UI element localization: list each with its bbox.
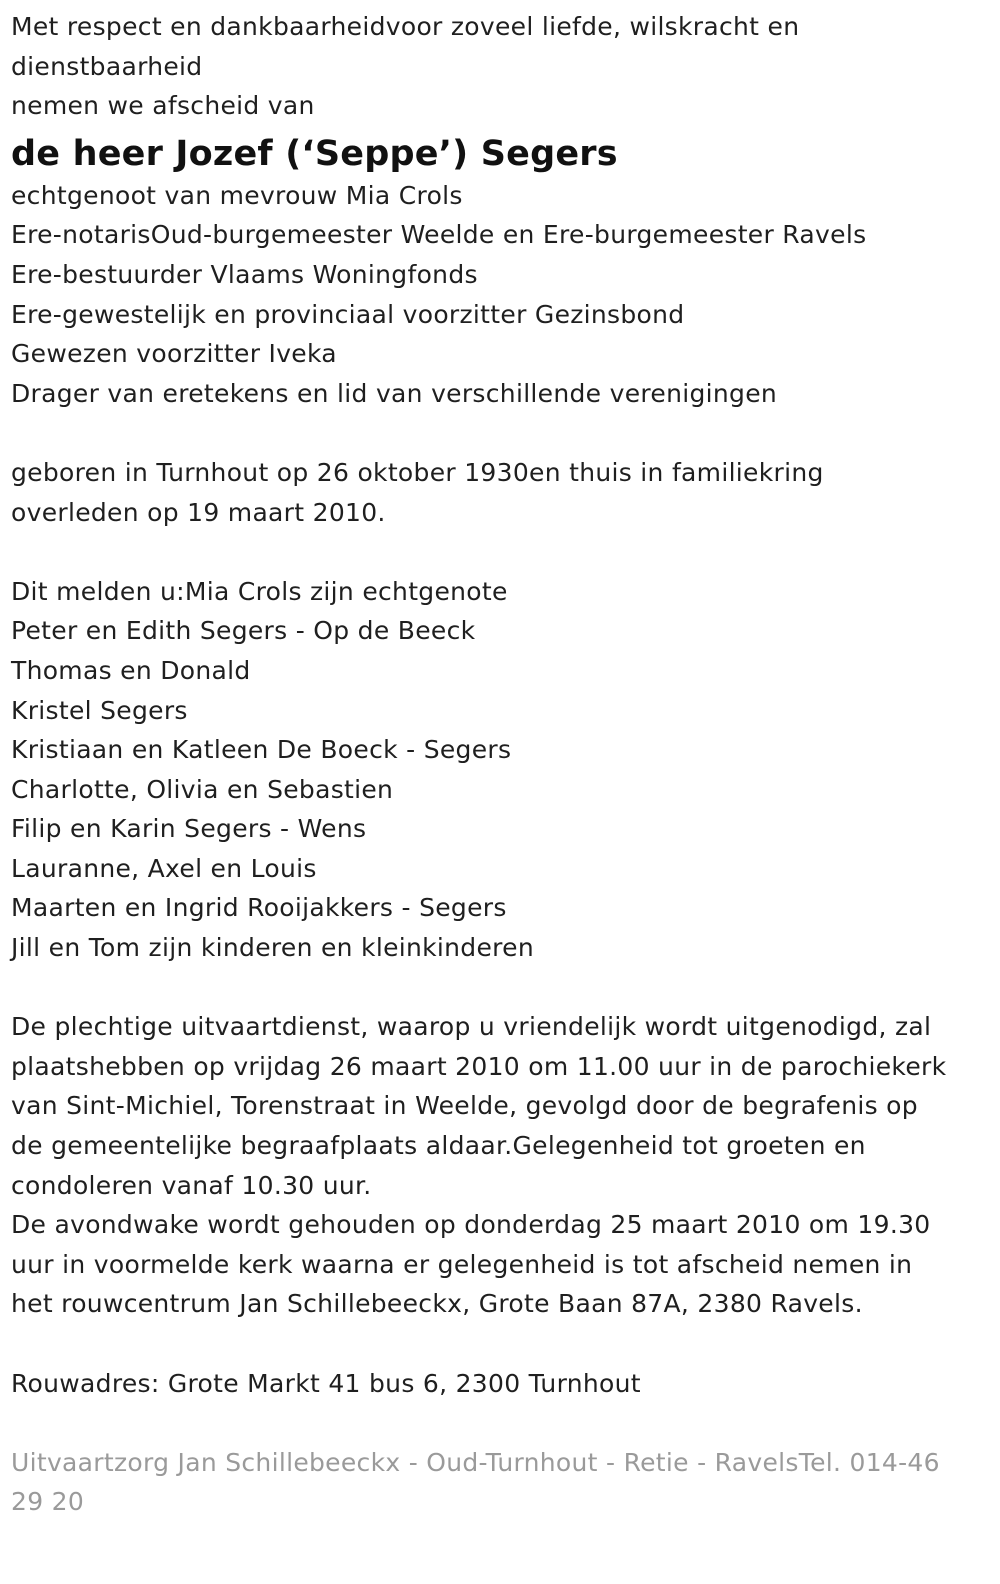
- wake-line: De avondwake wordt gehouden op donderdag 25 maart 2010 om 19.30: [11, 1210, 931, 1240]
- family-line: Peter en Edith Segers - Op de Beeck: [11, 616, 476, 646]
- intro-line-1: Met respect en dankbaarheidvoor zoveel liefde, wilskracht en: [11, 12, 800, 41]
- intro-line-3: nemen we afscheid van: [11, 91, 315, 121]
- funeral-home-footer-line-1: Uitvaartzorg Jan Schillebeeckx - Oud-Turnhout - Retie - RavelsTel. 014-46: [11, 1447, 940, 1477]
- title-line: echtgenoot van mevrouw Mia Crols: [11, 180, 463, 210]
- family-line: Kristiaan en Katleen De Boeck - Segers: [11, 735, 512, 765]
- family-line: Jill en Tom zijn kinderen en kleinkinderen: [11, 933, 535, 963]
- service-line: De plechtige uitvaartdienst, waarop u vriendelijk wordt uitgenodigd, zal: [11, 1012, 932, 1042]
- intro-line-2: dienstbaarheid: [11, 51, 203, 81]
- spacer: [11, 413, 989, 453]
- title-line: Drager van eretekens en lid van verschillende verenigingen: [11, 378, 778, 408]
- family-line: Filip en Karin Segers - Wens: [11, 814, 367, 844]
- family-line: Dit melden u:Mia Crols zijn echtgenote: [11, 576, 508, 606]
- funeral-home-footer-line-2: 29 20: [11, 1487, 85, 1517]
- family-line: Lauranne, Axel en Louis: [11, 853, 317, 883]
- family-line: Charlotte, Olivia en Sebastien: [11, 774, 394, 804]
- family-line: Maarten en Ingrid Rooijakkers - Segers: [11, 893, 507, 923]
- death-line: overleden op 19 maart 2010.: [11, 497, 386, 527]
- title-line: Ere-bestuurder Vlaams Woningfonds: [11, 259, 478, 289]
- spacer: [11, 1324, 989, 1364]
- title-line: Ere-notarisOud-burgemeester Weelde en Ere-burgemeester Ravels: [11, 220, 867, 250]
- spacer: [11, 1403, 989, 1443]
- mourning-address: Rouwadres: Grote Markt 41 bus 6, 2300 Turnhout: [11, 1368, 641, 1398]
- service-line: de gemeentelijke begraafplaats aldaar.Gelegenheid tot groeten en: [11, 1131, 866, 1161]
- title-line: Ere-gewestelijk en provinciaal voorzitter Gezinsbond: [11, 299, 685, 329]
- spacer: [11, 968, 989, 1008]
- spacer: [11, 532, 989, 572]
- birth-line: geboren in Turnhout op 26 oktober 1930en thuis in familiekring: [11, 457, 824, 487]
- family-line: Thomas en Donald: [11, 655, 251, 685]
- wake-line: het rouwcentrum Jan Schillebeeckx, Grote Baan 87A, 2380 Ravels.: [11, 1289, 863, 1319]
- title-line: Gewezen voorzitter Iveka: [11, 339, 337, 369]
- wake-line: uur in voormelde kerk waarna er gelegenheid is tot afscheid nemen in: [11, 1249, 913, 1279]
- service-line: van Sint-Michiel, Torenstraat in Weelde, gevolgd door de begrafenis op: [11, 1091, 918, 1121]
- service-line: plaatshebben op vrijdag 26 maart 2010 om 11.00 uur in de parochiekerk: [11, 1051, 947, 1081]
- family-line: Kristel Segers: [11, 695, 188, 725]
- service-line: condoleren vanaf 10.30 uur.: [11, 1170, 372, 1200]
- deceased-name: de heer Jozef (‘Seppe’) Segers: [11, 133, 618, 174]
